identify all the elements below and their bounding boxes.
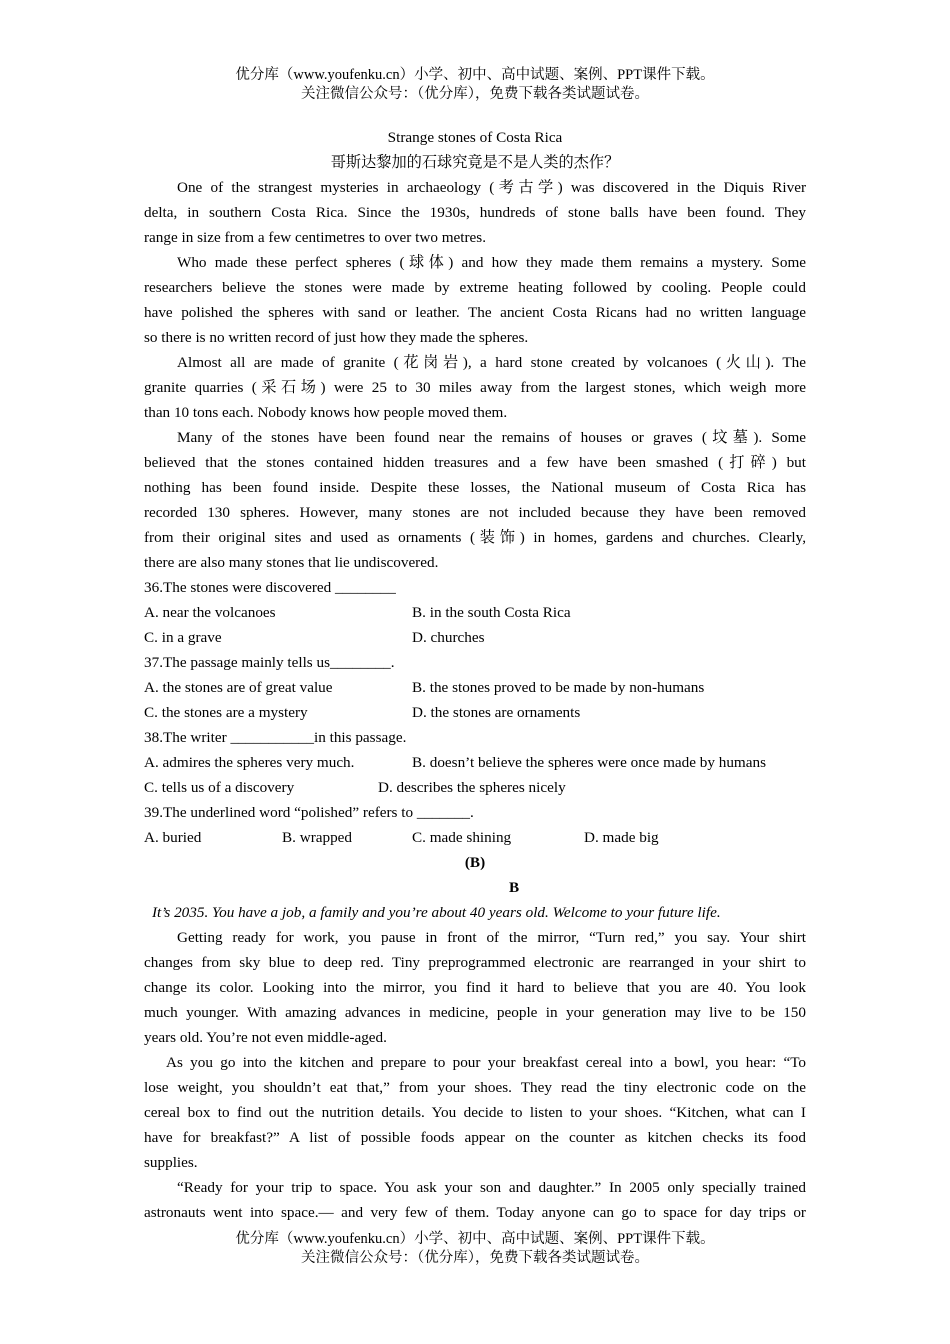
text-line: astronauts went into space.— and very few of them. Today anyone can go to space for day trips or xyxy=(144,1204,806,1221)
footer-line-1: 优分库（www.youfenku.cn）小学、初中、高中试题、案例、PPT课件下载。 xyxy=(235,1231,715,1247)
text-line: supplies. xyxy=(144,1154,198,1171)
question-39-options-row xyxy=(144,825,806,850)
text-line: changes from sky blue to deep red. Tiny preprogrammed electronic are rearranged in your shirt to xyxy=(144,954,806,971)
text-line: than 10 tons each. Nobody knows how people moved them. xyxy=(144,404,508,421)
question-39-stem: 39.The underlined word “polished” refers to _______. xyxy=(144,804,474,821)
text-line: As you go into the kitchen and prepare to pour your breakfast cereal into a bowl, you hear: “To xyxy=(166,1054,806,1071)
text-line: Who made these perfect spheres (球体) and how they made them remains a mystery. Some xyxy=(177,254,806,271)
section-b-intro: It’s 2035. You have a job, a family and you’re about 40 years old. Welcome to your future life. xyxy=(152,904,721,921)
passage-subtitle: 哥斯达黎加的石球究竟是不是人类的杰作？ xyxy=(330,154,620,171)
header-line-2: 关注微信公众号：（优分库），免费下载各类试题试卷。 xyxy=(301,86,649,102)
option-d: D. describes the spheres nicely xyxy=(378,779,566,796)
option-d: D. the stones are ornaments xyxy=(412,704,581,721)
text-line: there are also many stones that lie undiscovered. xyxy=(144,554,439,571)
option-c: C. tells us of a discovery xyxy=(144,779,295,796)
paragraph-2 xyxy=(144,250,806,350)
page-header xyxy=(0,66,950,104)
text-line: recorded 130 spheres. However, many stones are not included because they have been removed xyxy=(144,504,806,521)
header-line-1: 优分库（www.youfenku.cn）小学、初中、高中试题、案例、PPT课件下载。 xyxy=(235,67,715,83)
section-b-label: (B) xyxy=(464,854,486,871)
page-footer xyxy=(0,1230,950,1268)
option-b: B. doesn’t believe the spheres were once made by humans xyxy=(412,754,766,771)
option-a: A. admires the spheres very much. xyxy=(144,754,355,771)
b-paragraph-2 xyxy=(144,1050,806,1175)
text-line: One of the strangest mysteries in archaeology (考古学) was discovered in the Diquis River xyxy=(177,179,806,196)
text-line: change its color. Looking into the mirror, you find it hard to believe that you are 40. You look xyxy=(144,979,806,996)
passage-title: Strange stones of Costa Rica xyxy=(387,129,563,146)
option-c: C. in a grave xyxy=(144,629,222,646)
text-line: “Ready for your trip to space. You ask your son and daughter.” In 2005 only specially trained xyxy=(177,1179,806,1196)
option-c: C. made shining xyxy=(412,829,512,846)
paragraph-4 xyxy=(144,425,806,575)
option-d: D. churches xyxy=(412,629,485,646)
option-a: A. buried xyxy=(144,829,202,846)
question-36-stem: 36.The stones were discovered ________ xyxy=(144,579,396,596)
text-line: Many of the stones have been found near the remains of houses or graves (坟墓). Some xyxy=(177,429,806,446)
text-line: researchers believe the stones were made by extreme heating followed by cooling. People could xyxy=(144,279,806,296)
text-line: nothing has been found inside. Despite these losses, the National museum of Costa Rica has xyxy=(144,479,806,496)
text-line: lose weight, you shouldn’t eat that,” from your shoes. They read the tiny electronic code on the xyxy=(144,1079,806,1096)
text-line: granite quarries (采石场) were 25 to 30 miles away from the largest stones, which weigh more xyxy=(144,379,806,396)
text-line: Getting ready for work, you pause in front of the mirror, “Turn red,” you say. Your shirt xyxy=(177,929,806,946)
question-38-stem: 38.The writer ___________in this passage. xyxy=(144,729,407,746)
option-c: C. the stones are a mystery xyxy=(144,704,308,721)
question-37-options-row-1 xyxy=(144,675,806,700)
paragraph-3 xyxy=(144,350,806,425)
option-a: A. near the volcanoes xyxy=(144,604,276,621)
option-b: B. in the south Costa Rica xyxy=(412,604,571,621)
text-line: have for breakfast?” A list of possible foods appear on the counter as kitchen checks its food xyxy=(144,1129,806,1146)
question-37-options-row-2 xyxy=(144,700,806,725)
paragraph-1 xyxy=(144,175,806,250)
option-a: A. the stones are of great value xyxy=(144,679,333,696)
document-body xyxy=(144,125,806,1225)
text-line: years old. You’re not even middle-aged. xyxy=(144,1029,387,1046)
option-b: B. wrapped xyxy=(282,829,353,846)
text-line: from their original sites and used as ornaments (装饰) in homes, gardens and churches. Clearly, xyxy=(144,529,806,546)
question-36-options-row-2 xyxy=(144,625,806,650)
text-line: believed that the stones contained hidden treasures and a few have been smashed (打碎) but xyxy=(144,454,806,471)
question-38-options-row-1 xyxy=(144,750,806,775)
text-line: so there is no written record of just how they made the spheres. xyxy=(144,329,529,346)
b-paragraph-1 xyxy=(144,925,806,1050)
question-38-options-row-2 xyxy=(144,775,806,800)
text-line: cereal box to find out the nutrition details. You decide to listen to your shoes. “Kitchen, what can I xyxy=(144,1104,806,1121)
text-line: Almost all are made of granite (花岗岩), a hard stone created by volcanoes (火山). The xyxy=(177,354,806,371)
text-line: range in size from a few centimetres to over two metres. xyxy=(144,229,487,246)
text-line: delta, in southern Costa Rica. Since the 1930s, hundreds of stone balls have been found. They xyxy=(144,204,806,221)
footer-line-2: 关注微信公众号：（优分库），免费下载各类试题试卷。 xyxy=(301,1250,649,1266)
question-37-stem: 37.The passage mainly tells us________. xyxy=(144,654,395,671)
text-line: have polished the spheres with sand or leather. The ancient Costa Ricans had no written language xyxy=(144,304,806,321)
option-b: B. the stones proved to be made by non-humans xyxy=(412,679,705,696)
question-36-options-row-1 xyxy=(144,600,806,625)
option-d: D. made big xyxy=(584,829,659,846)
b-paragraph-3 xyxy=(144,1175,806,1225)
section-b-heading: B xyxy=(509,879,520,896)
text-line: much younger. With amazing advances in medicine, people in your generation may live to be 150 xyxy=(144,1004,806,1021)
